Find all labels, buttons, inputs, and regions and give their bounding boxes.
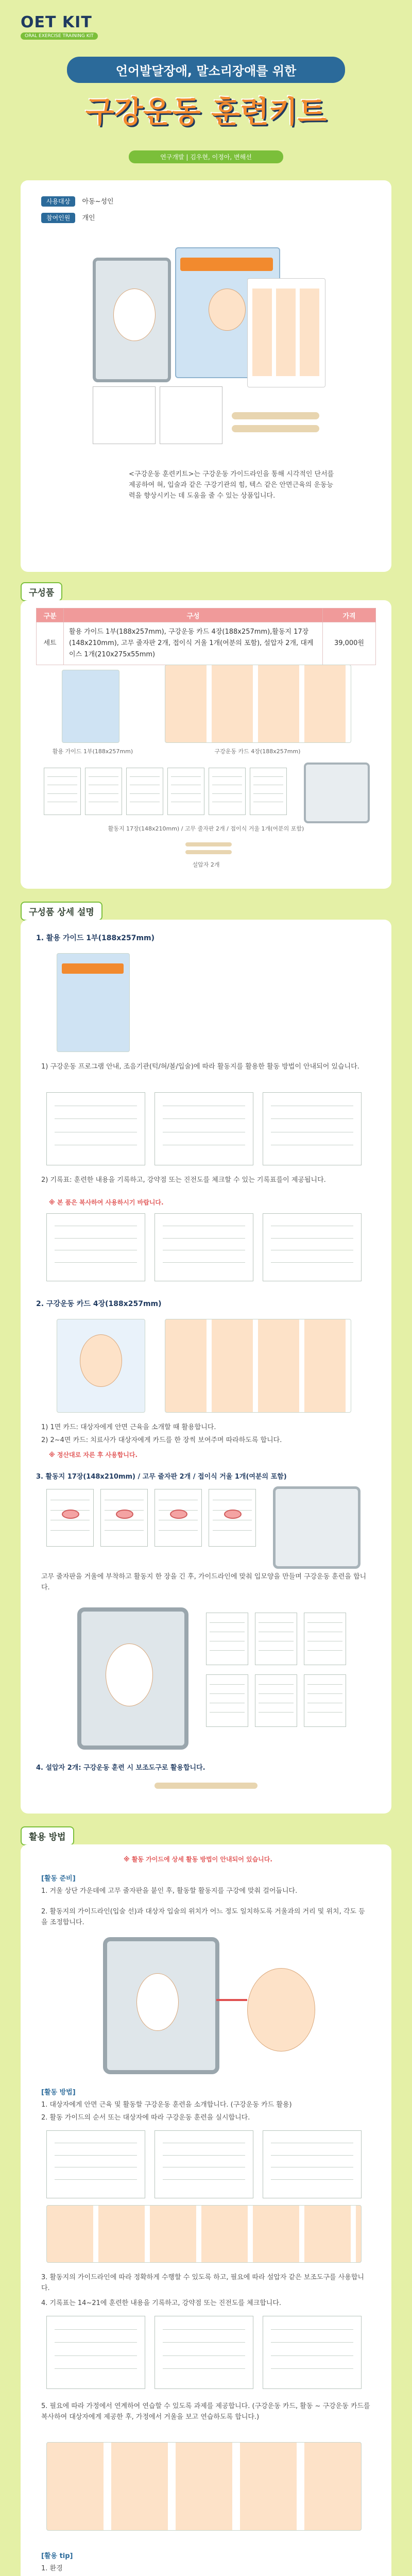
sheet-line <box>271 2329 353 2330</box>
record-sheet-1 <box>46 1213 145 1281</box>
participants-value: 개인 <box>82 214 95 222</box>
target-value: 아동~성인 <box>82 198 114 206</box>
method-3: 3. 활동지의 가이드라인에 따라 정확하게 수행할 수 있도록 하고, 필요에 따라 설압자 같은 보조도구를 사용합니다. <box>41 2274 364 2292</box>
sheet-line <box>307 1622 342 1623</box>
intro-description: <구강운동 훈련키트>는 구강운동 가이드라인을 통해 시각적인 단서를 제공하여 혀, 입술과 같은 구강기관의 힘, 텍스 같은 안면근육의 운동능력을 향상시키는 데 도움을 줄 수 있는 상품입니다. <box>129 470 334 500</box>
hero-title: 구강운동 훈련키트 <box>85 94 327 129</box>
method-1: 1. 대상자에게 안면 근육 및 활동할 구강운동 훈련을 소개합니다. (구강운동 카드 활용) <box>41 2101 292 2109</box>
record-form-3 <box>263 2316 362 2389</box>
method-5: 5. 필요에 따라 가정에서 연계하여 연습할 수 있도록 과제를 제공합니다. (구강운동 카드, 활동 ~ 구강운동 카드를 복사하여 대상자에게 제공한 후, 가정에서 거울을 보고 연습하도록 합니다.) <box>41 2402 370 2421</box>
sheet-row-2 <box>255 1613 297 1665</box>
spatula <box>232 412 319 419</box>
item3-title: 3. 활동지 17장(148x210mm) / 고무 줄자판 2개 / 접이식 거울 1개(여분의 포함) <box>36 1473 287 1481</box>
cell-items: 활용 가이드 1부(188x257mm), 구강운동 카드 4장(188x257mm),활동지 17장(148x210mm), 고무 줄자판 2개, 접이식 거울 1개(여분의 포함), 설압자 2개, 대케이스 1개(210x275x55mm) <box>64 622 323 665</box>
spatula-thumb-2 <box>185 850 232 854</box>
sheet-line <box>210 1650 244 1651</box>
sheet-line <box>253 776 284 777</box>
sheet-line <box>259 1684 293 1685</box>
guide-page-1 <box>46 1092 145 1165</box>
sheet-line <box>259 1622 293 1623</box>
guide-book-image <box>62 670 119 743</box>
sheet-line <box>271 2342 353 2343</box>
sheet-thumb-6 <box>250 768 287 815</box>
sheet-line <box>47 793 78 794</box>
sheet-row-5 <box>255 1674 297 1727</box>
sheet-line <box>130 776 160 777</box>
sheet-line <box>163 2355 245 2356</box>
composition-table <box>36 608 376 665</box>
sheet-line <box>55 2329 137 2330</box>
sheet-thumb-5 <box>209 768 246 815</box>
product-photo <box>77 237 335 459</box>
target-row <box>41 196 114 206</box>
sheet-thumb-2 <box>85 768 122 815</box>
sheet-line <box>307 1693 342 1694</box>
prep-label: [활동 준비] <box>41 1875 76 1883</box>
record-sheet-3 <box>263 1213 362 1281</box>
sheet-line <box>171 776 201 777</box>
sheet-thumb-4 <box>167 768 204 815</box>
logo-tagline: ORAL EXERCISE TRAINING KIT <box>21 32 98 40</box>
sheet-line <box>210 1684 244 1685</box>
guide-cover-title <box>62 963 124 974</box>
item1-desc2: 2) 기록표: 훈련한 내용을 기록하고, 강약점 또는 진전도를 체크할 수 있는 기록표를이 제공됩니다. <box>41 1176 326 1184</box>
tip-1: 1. 환경 <box>41 2565 63 2572</box>
caption-cards: 구강운동 카드 4장(188x257mm) <box>214 748 301 755</box>
prep-2: 2. 활동지의 가이드라인(입술 선)과 대상자 입술의 위치가 어느 정도 일치하도록 거울과의 거리 및 위치, 각도 등을 조정합니다. <box>41 1908 365 1926</box>
prep-person-face <box>247 1968 315 2052</box>
method-2: 2. 활동 가이드의 순서 또는 대상자에 따라 구강운동 훈련을 실시합니다. <box>41 2114 250 2122</box>
sheet-line <box>163 2179 245 2180</box>
sheet-line <box>163 1238 245 1239</box>
guide-page-3 <box>263 1092 362 1165</box>
item4-title: 4. 설압자 2개: 구강운동 훈련 시 보조도구로 활용합니다. <box>36 1764 205 1772</box>
record-form-1 <box>46 2316 145 2389</box>
item2-note: ※ 정산대로 자른 후 사용합니다. <box>49 1451 138 1459</box>
box-title <box>180 258 273 271</box>
sheet-stack <box>93 386 156 444</box>
method-guide-1 <box>46 2130 145 2198</box>
activity-mouth-3 <box>170 1510 187 1519</box>
cards-image <box>165 665 351 743</box>
sheet-line <box>55 1262 137 1263</box>
mirror-with-sheet <box>273 1486 360 1569</box>
sheet-line <box>271 1118 353 1119</box>
usage-heading: 활용 방법 <box>21 1826 74 1845</box>
mirror-thumb <box>304 762 370 823</box>
sheet-line <box>271 2155 353 2156</box>
details-heading: 구성품 상세 설명 <box>21 902 102 921</box>
method-4: 4. 기록표는 14~21에 훈련한 내용을 기록하고, 강약점 또는 진전도를 체크합니다. <box>41 2299 282 2307</box>
activity-mouth-1 <box>62 1510 79 1519</box>
mirror-face-guide <box>113 289 156 341</box>
sheet-line <box>307 1684 342 1685</box>
sheet-line <box>163 2329 245 2330</box>
sheet-line <box>212 776 243 777</box>
sheet-line <box>163 2155 245 2156</box>
sheet-line <box>259 1650 293 1651</box>
sheet-line <box>271 1262 353 1263</box>
card-set <box>165 1319 351 1413</box>
sheet-line <box>213 1530 252 1531</box>
sheet-line <box>212 793 243 794</box>
guide-page-2 <box>154 1092 253 1165</box>
sheet-line <box>55 1118 137 1119</box>
sheet-line <box>47 776 78 777</box>
sheet-line <box>50 1530 90 1531</box>
method-card-row <box>46 2205 362 2263</box>
participants-label: 참여인원 <box>41 213 75 223</box>
cell-category: 세트 <box>37 622 64 665</box>
record-sheet-2 <box>154 1213 253 1281</box>
tips-label: [활용 tip] <box>41 2552 73 2560</box>
card-grid <box>252 289 319 376</box>
sheet-line <box>271 1238 353 1239</box>
hero-credit: 연구개발 | 김우현, 이정아, 변해선 <box>129 150 283 163</box>
logo-text: OET KIT <box>21 13 92 31</box>
sheet-line <box>259 1712 293 1713</box>
sheet-line <box>55 1238 137 1239</box>
item1-desc1: 1) 구강운동 프로그램 안내, 조음기관(턱/혀/볼/입술)에 따라 활동지를 활용한 활동 방법이 안내되어 있습니다. <box>41 1063 359 1071</box>
method-guide-3 <box>263 2130 362 2198</box>
col-items: 구성 <box>64 608 323 622</box>
participants-row <box>41 212 95 222</box>
target-label: 사용대상 <box>41 196 75 207</box>
item3-desc: 고무 줄자판을 거울에 부착하고 활동지 한 장을 긴 후, 가이드라인에 맞춰 입모양을 만들며 구강운동 훈련을 합니다. <box>41 1573 367 1591</box>
activity-mouth-4 <box>224 1510 242 1519</box>
item2-desc2: 2) 2~4면 카드: 치료사가 대상자에게 카드를 한 장씩 보여주며 따라하도록 합니다. <box>41 1436 282 1444</box>
sheet-line <box>210 1622 244 1623</box>
sheet-thumb-1 <box>44 768 81 815</box>
mirror-large-face <box>106 1643 153 1706</box>
usage-notice: ※ 활동 가이드에 상세 활동 방법이 안내되어 있습니다. <box>124 1856 272 1863</box>
sheet-line <box>307 1712 342 1713</box>
caption-guide: 활용 가이드 1부(188x257mm) <box>52 748 133 755</box>
method-label: [활동 방법] <box>41 2089 76 2096</box>
sheet-line <box>271 2368 353 2369</box>
sheet-row-4 <box>206 1674 248 1727</box>
sheet-line <box>163 2342 245 2343</box>
item4-spatula <box>154 1783 258 1789</box>
sheet-line <box>159 1530 198 1531</box>
col-category: 구분 <box>37 608 64 622</box>
sheet-line <box>130 793 160 794</box>
sheet-line <box>163 1118 245 1119</box>
spatula-2 <box>232 425 319 432</box>
box-face <box>209 289 246 331</box>
sheet-line <box>253 793 284 794</box>
prep-1: 1. 거울 상단 가운데에 고무 줄자판을 붙인 후, 활동할 활동지를 구강에 맞춰 걸어둡니다. <box>41 1887 298 1895</box>
sheet-line <box>105 1530 144 1531</box>
prep-mirror-face <box>136 1973 179 2031</box>
activity-mouth-2 <box>116 1510 133 1519</box>
hero-subtitle: 언어발달장애, 말소리장애를 위한 <box>67 57 345 83</box>
sheet-line <box>163 1262 245 1263</box>
sheet-line <box>171 793 201 794</box>
sheet-line <box>55 2355 137 2356</box>
caption-sheets: 활동지 17장(148x210mm) / 고무 줄자판 2개 / 접이식 거울 1개(여분의 포함) <box>108 825 304 832</box>
sheet-line <box>55 2179 137 2180</box>
sheet-row-3 <box>304 1613 346 1665</box>
item1-note: ※ 본 품은 복사하여 사용하시기 바랍니다. <box>49 1199 164 1206</box>
composition-heading: 구성품 <box>21 582 62 601</box>
sheet-line <box>55 2368 137 2369</box>
item2-title: 2. 구강운동 카드 4장(188x257mm) <box>36 1300 162 1308</box>
intro-card <box>21 180 391 572</box>
sheet-row-1 <box>206 1613 248 1665</box>
sheet-thumb-3 <box>126 768 163 815</box>
item2-desc1: 1) 1면 카드: 대상자에게 안면 근육을 소개할 때 활용합니다. <box>41 1423 216 1431</box>
sheet-line <box>271 2179 353 2180</box>
sheet-line <box>259 1693 293 1694</box>
record-form-2 <box>154 2316 253 2389</box>
sheet-line <box>307 1650 342 1651</box>
method-guide-2 <box>154 2130 253 2198</box>
sheet-line <box>210 1712 244 1713</box>
item1-title: 1. 활용 가이드 1부(188x257mm) <box>36 934 155 942</box>
col-price: 가격 <box>323 608 376 622</box>
prep-arrow <box>216 1999 247 2001</box>
face-card-face <box>80 1334 122 1387</box>
sheet-line <box>55 2342 137 2343</box>
home-card-row <box>46 2442 362 2531</box>
caption-spatula: 설압자 2개 <box>192 861 220 868</box>
sheet-row-6 <box>304 1674 346 1727</box>
sheet-line <box>163 2368 245 2369</box>
sheet-line <box>89 793 119 794</box>
spatula-thumb <box>185 842 232 846</box>
sheet-line <box>210 1693 244 1694</box>
sheet-line <box>55 2155 137 2156</box>
sheet-stack-2 <box>160 386 222 444</box>
sheet-line <box>271 2355 353 2356</box>
sheet-line <box>89 776 119 777</box>
cell-price: 39,000원 <box>323 622 376 665</box>
brand-logo <box>21 13 98 40</box>
